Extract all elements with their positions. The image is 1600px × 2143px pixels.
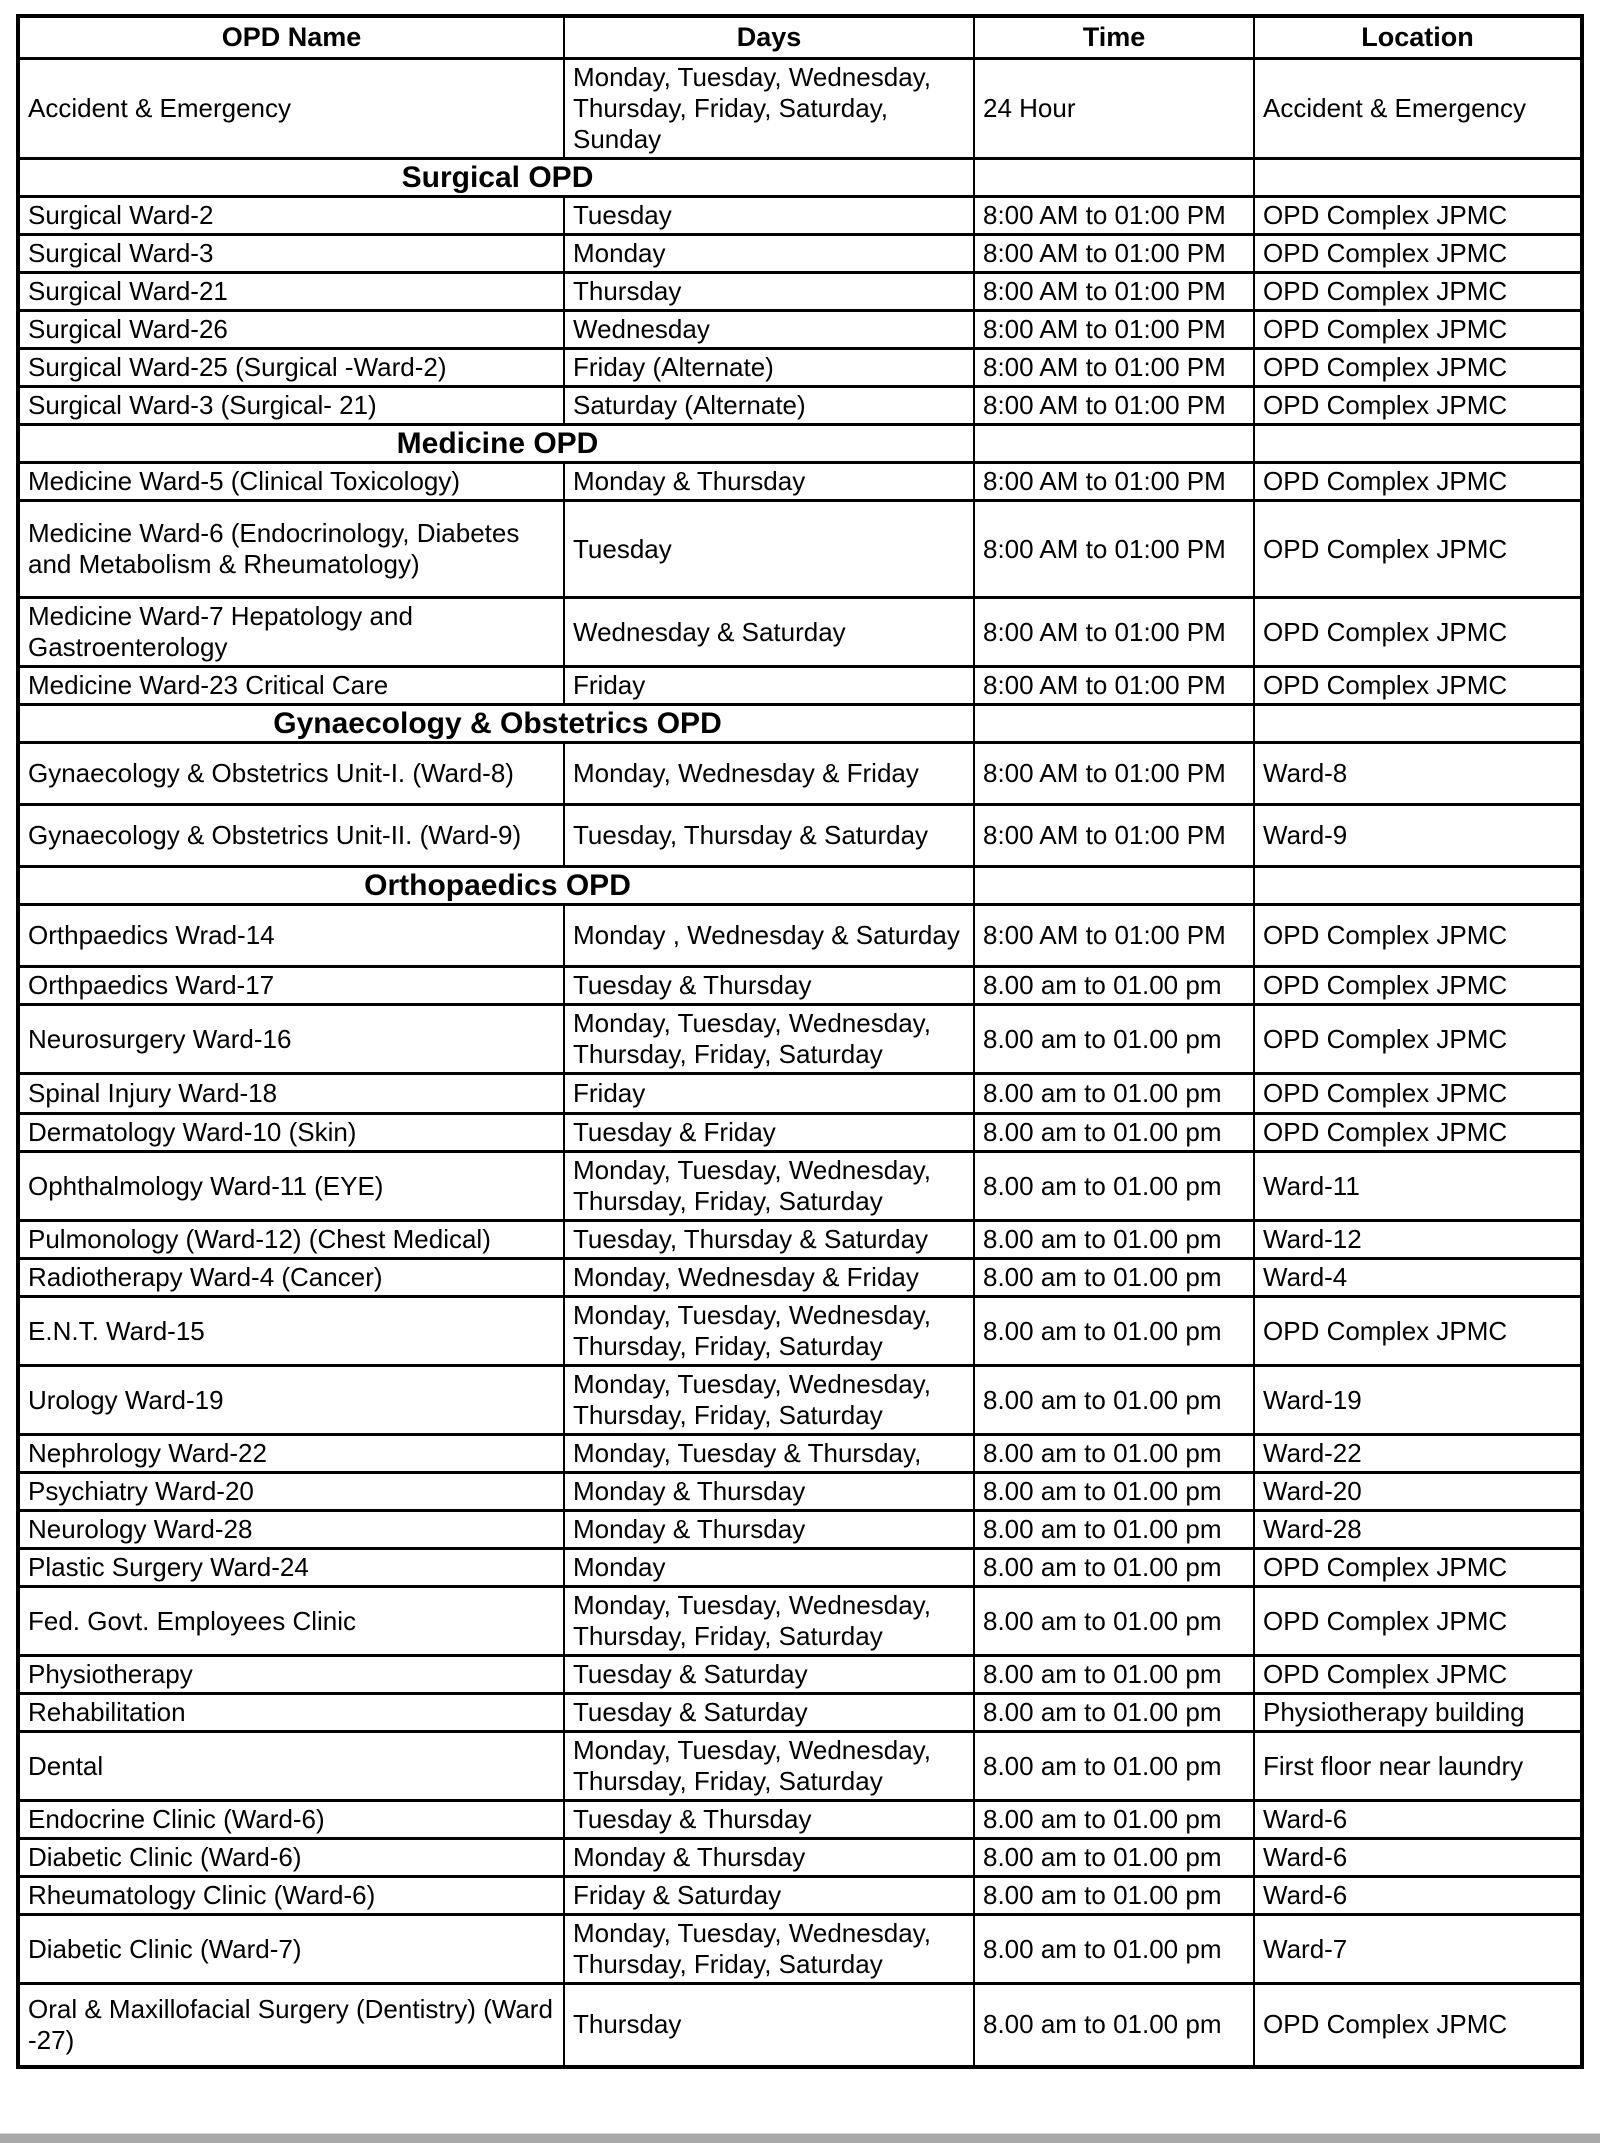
cell-opd-name: Plastic Surgery Ward-24 — [18, 1549, 564, 1587]
cell-opd-name: Rehabilitation — [18, 1694, 564, 1732]
cell-time: 8.00 am to 01.00 pm — [974, 1984, 1254, 2067]
cell-time: 8.00 am to 01.00 pm — [974, 967, 1254, 1005]
cell-location-empty — [1254, 159, 1582, 197]
cell-days: Tuesday & Saturday — [564, 1694, 974, 1732]
cell-time: 8:00 AM to 01:00 PM — [974, 805, 1254, 867]
table-row — [18, 311, 1582, 349]
table-row — [18, 1221, 1582, 1259]
cell-days: Monday, Tuesday, Wednesday, Thursday, Friday, Saturday — [564, 1915, 974, 1984]
cell-location: OPD Complex JPMC — [1254, 1656, 1582, 1694]
cell-days: Monday, Wednesday & Friday — [564, 1259, 974, 1297]
cell-location: OPD Complex JPMC — [1254, 273, 1582, 311]
cell-opd-name: E.N.T. Ward-15 — [18, 1297, 564, 1366]
cell-opd-name: Gynaecology & Obstetrics Unit-II. (Ward-9) — [18, 805, 564, 867]
cell-days: Friday (Alternate) — [564, 349, 974, 387]
cell-days: Friday — [564, 1074, 974, 1114]
cell-location: OPD Complex JPMC — [1254, 1005, 1582, 1074]
table-row — [18, 1473, 1582, 1511]
cell-time: 8.00 am to 01.00 pm — [974, 1877, 1254, 1915]
cell-time: 8.00 am to 01.00 pm — [974, 1074, 1254, 1114]
cell-days: Thursday — [564, 273, 974, 311]
cell-days: Monday, Tuesday, Wednesday, Thursday, Friday, Saturday — [564, 1005, 974, 1074]
section-title: Surgical OPD — [18, 159, 974, 197]
cell-time: 8.00 am to 01.00 pm — [974, 1221, 1254, 1259]
cell-days: Tuesday & Thursday — [564, 1801, 974, 1839]
cell-days: Tuesday — [564, 197, 974, 235]
cell-time: 8:00 AM to 01:00 PM — [974, 598, 1254, 667]
table-row — [18, 1549, 1582, 1587]
cell-days: Monday — [564, 1549, 974, 1587]
table-row — [18, 1877, 1582, 1915]
cell-location: OPD Complex JPMC — [1254, 1114, 1582, 1152]
cell-location: Ward-6 — [1254, 1839, 1582, 1877]
cell-time: 8.00 am to 01.00 pm — [974, 1511, 1254, 1549]
table-row — [18, 1656, 1582, 1694]
opd-schedule-table — [16, 14, 1584, 2069]
cell-days: Monday & Thursday — [564, 1473, 974, 1511]
cell-location: OPD Complex JPMC — [1254, 349, 1582, 387]
cell-time: 24 Hour — [974, 59, 1254, 159]
cell-location: OPD Complex JPMC — [1254, 1074, 1582, 1114]
cell-time: 8:00 AM to 01:00 PM — [974, 501, 1254, 598]
cell-opd-name: Dermatology Ward-10 (Skin) — [18, 1114, 564, 1152]
cell-days: Tuesday & Saturday — [564, 1656, 974, 1694]
cell-time: 8.00 am to 01.00 pm — [974, 1259, 1254, 1297]
cell-time: 8:00 AM to 01:00 PM — [974, 387, 1254, 425]
cell-location: Ward-20 — [1254, 1473, 1582, 1511]
cell-time-empty — [974, 425, 1254, 463]
column-header: Location — [1254, 16, 1582, 59]
table-row — [18, 501, 1582, 598]
cell-opd-name: Medicine Ward-23 Critical Care — [18, 667, 564, 705]
column-header: Time — [974, 16, 1254, 59]
cell-opd-name: Surgical Ward-3 — [18, 235, 564, 273]
cell-time: 8:00 AM to 01:00 PM — [974, 273, 1254, 311]
cell-opd-name: Surgical Ward-25 (Surgical -Ward-2) — [18, 349, 564, 387]
header-row — [18, 16, 1582, 59]
section-row — [18, 705, 1582, 743]
cell-opd-name: Surgical Ward-21 — [18, 273, 564, 311]
table-row — [18, 1114, 1582, 1152]
section-row — [18, 425, 1582, 463]
cell-opd-name: Orthpaedics Wrad-14 — [18, 905, 564, 967]
table-body — [18, 59, 1582, 2067]
cell-days: Monday, Tuesday & Thursday, — [564, 1435, 974, 1473]
cell-opd-name: Ophthalmology Ward-11 (EYE) — [18, 1152, 564, 1221]
cell-location: OPD Complex JPMC — [1254, 197, 1582, 235]
cell-location: OPD Complex JPMC — [1254, 1587, 1582, 1656]
cell-days: Friday — [564, 667, 974, 705]
table-row — [18, 1984, 1582, 2067]
cell-opd-name: Neurosurgery Ward-16 — [18, 1005, 564, 1074]
cell-days: Tuesday & Friday — [564, 1114, 974, 1152]
table-row — [18, 967, 1582, 1005]
cell-location: Ward-9 — [1254, 805, 1582, 867]
cell-location: OPD Complex JPMC — [1254, 235, 1582, 273]
column-header: OPD Name — [18, 16, 564, 59]
table-row — [18, 387, 1582, 425]
table-row — [18, 1435, 1582, 1473]
cell-location: Ward-22 — [1254, 1435, 1582, 1473]
column-header: Days — [564, 16, 974, 59]
cell-days: Monday, Tuesday, Wednesday, Thursday, Friday, Saturday — [564, 1587, 974, 1656]
cell-location: OPD Complex JPMC — [1254, 463, 1582, 501]
table-row — [18, 349, 1582, 387]
section-title: Medicine OPD — [18, 425, 974, 463]
cell-time: 8:00 AM to 01:00 PM — [974, 235, 1254, 273]
cell-days: Friday & Saturday — [564, 1877, 974, 1915]
cell-time: 8:00 AM to 01:00 PM — [974, 197, 1254, 235]
table-row — [18, 1366, 1582, 1435]
cell-opd-name: Medicine Ward-6 (Endocrinology, Diabetes and Metabolism & Rheumatology) — [18, 501, 564, 598]
table-row — [18, 235, 1582, 273]
cell-opd-name: Radiotherapy Ward-4 (Cancer) — [18, 1259, 564, 1297]
cell-time: 8.00 am to 01.00 pm — [974, 1152, 1254, 1221]
table-row — [18, 273, 1582, 311]
table-row — [18, 1732, 1582, 1801]
table-row — [18, 805, 1582, 867]
cell-opd-name: Nephrology Ward-22 — [18, 1435, 564, 1473]
table-row — [18, 1297, 1582, 1366]
cell-opd-name: Medicine Ward-7 Hepatology and Gastroenterology — [18, 598, 564, 667]
cell-location: Physiotherapy building — [1254, 1694, 1582, 1732]
table-row — [18, 1915, 1582, 1984]
cell-opd-name: Oral & Maxillofacial Surgery (Dentistry) (Ward -27) — [18, 1984, 564, 2067]
cell-opd-name: Medicine Ward-5 (Clinical Toxicology) — [18, 463, 564, 501]
section-row — [18, 867, 1582, 905]
cell-time: 8.00 am to 01.00 pm — [974, 1114, 1254, 1152]
table-row — [18, 1259, 1582, 1297]
cell-opd-name: Surgical Ward-3 (Surgical- 21) — [18, 387, 564, 425]
cell-time: 8.00 am to 01.00 pm — [974, 1005, 1254, 1074]
cell-opd-name: Psychiatry Ward-20 — [18, 1473, 564, 1511]
cell-opd-name: Neurology Ward-28 — [18, 1511, 564, 1549]
cell-time: 8.00 am to 01.00 pm — [974, 1732, 1254, 1801]
table-row — [18, 1074, 1582, 1114]
table-row — [18, 197, 1582, 235]
cell-time: 8:00 AM to 01:00 PM — [974, 667, 1254, 705]
section-title: Gynaecology & Obstetrics OPD — [18, 705, 974, 743]
cell-days: Monday, Tuesday, Wednesday, Thursday, Friday, Saturday — [564, 1366, 974, 1435]
cell-location: OPD Complex JPMC — [1254, 1984, 1582, 2067]
cell-location: OPD Complex JPMC — [1254, 387, 1582, 425]
cell-time: 8.00 am to 01.00 pm — [974, 1694, 1254, 1732]
cell-time-empty — [974, 867, 1254, 905]
cell-time: 8:00 AM to 01:00 PM — [974, 463, 1254, 501]
cell-location: Ward-11 — [1254, 1152, 1582, 1221]
cell-opd-name: Urology Ward-19 — [18, 1366, 564, 1435]
cell-days: Monday & Thursday — [564, 463, 974, 501]
cell-opd-name: Fed. Govt. Employees Clinic — [18, 1587, 564, 1656]
table-row — [18, 1587, 1582, 1656]
cell-days: Monday, Wednesday & Friday — [564, 743, 974, 805]
cell-time: 8.00 am to 01.00 pm — [974, 1801, 1254, 1839]
table-row — [18, 598, 1582, 667]
cell-days: Monday, Tuesday, Wednesday, Thursday, Friday, Saturday — [564, 1152, 974, 1221]
table-row — [18, 59, 1582, 159]
cell-location-empty — [1254, 867, 1582, 905]
cell-location: Ward-19 — [1254, 1366, 1582, 1435]
cell-days: Monday, Tuesday, Wednesday, Thursday, Friday, Saturday, Sunday — [564, 59, 974, 159]
cell-time: 8.00 am to 01.00 pm — [974, 1656, 1254, 1694]
cell-time: 8.00 am to 01.00 pm — [974, 1473, 1254, 1511]
cell-time: 8:00 AM to 01:00 PM — [974, 905, 1254, 967]
cell-opd-name: Pulmonology (Ward-12) (Chest Medical) — [18, 1221, 564, 1259]
table-row — [18, 1839, 1582, 1877]
cell-opd-name: Dental — [18, 1732, 564, 1801]
cell-location: Ward-12 — [1254, 1221, 1582, 1259]
cell-days: Monday & Thursday — [564, 1511, 974, 1549]
cell-time: 8.00 am to 01.00 pm — [974, 1839, 1254, 1877]
cell-time: 8.00 am to 01.00 pm — [974, 1587, 1254, 1656]
cell-location: OPD Complex JPMC — [1254, 598, 1582, 667]
cell-time-empty — [974, 159, 1254, 197]
cell-opd-name: Surgical Ward-26 — [18, 311, 564, 349]
cell-opd-name: Surgical Ward-2 — [18, 197, 564, 235]
cell-location-empty — [1254, 705, 1582, 743]
cell-opd-name: Diabetic Clinic (Ward-6) — [18, 1839, 564, 1877]
cell-location: OPD Complex JPMC — [1254, 1549, 1582, 1587]
cell-time: 8:00 AM to 01:00 PM — [974, 311, 1254, 349]
cell-days: Thursday — [564, 1984, 974, 2067]
cell-opd-name: Gynaecology & Obstetrics Unit-I. (Ward-8) — [18, 743, 564, 805]
cell-location: OPD Complex JPMC — [1254, 967, 1582, 1005]
page-bottom-edge-shadow — [0, 2133, 1600, 2143]
cell-time: 8.00 am to 01.00 pm — [974, 1297, 1254, 1366]
cell-time: 8:00 AM to 01:00 PM — [974, 743, 1254, 805]
cell-location: OPD Complex JPMC — [1254, 501, 1582, 598]
cell-location: Ward-8 — [1254, 743, 1582, 805]
cell-opd-name: Accident & Emergency — [18, 59, 564, 159]
section-row — [18, 159, 1582, 197]
table-row — [18, 1511, 1582, 1549]
cell-days: Monday & Thursday — [564, 1839, 974, 1877]
table-row — [18, 1694, 1582, 1732]
cell-location: Ward-6 — [1254, 1801, 1582, 1839]
cell-time: 8.00 am to 01.00 pm — [974, 1366, 1254, 1435]
cell-days: Tuesday — [564, 501, 974, 598]
cell-location: Ward-4 — [1254, 1259, 1582, 1297]
cell-days: Monday, Tuesday, Wednesday, Thursday, Friday, Saturday — [564, 1732, 974, 1801]
cell-days: Monday , Wednesday & Saturday — [564, 905, 974, 967]
cell-days: Wednesday & Saturday — [564, 598, 974, 667]
cell-opd-name: Physiotherapy — [18, 1656, 564, 1694]
cell-location: Ward-28 — [1254, 1511, 1582, 1549]
cell-opd-name: Rheumatology Clinic (Ward-6) — [18, 1877, 564, 1915]
section-title: Orthopaedics OPD — [18, 867, 974, 905]
cell-time: 8.00 am to 01.00 pm — [974, 1549, 1254, 1587]
cell-days: Wednesday — [564, 311, 974, 349]
table-row — [18, 905, 1582, 967]
table-row — [18, 667, 1582, 705]
cell-opd-name: Orthpaedics Ward-17 — [18, 967, 564, 1005]
table-row — [18, 1005, 1582, 1074]
table-row — [18, 463, 1582, 501]
cell-days: Monday, Tuesday, Wednesday, Thursday, Friday, Saturday — [564, 1297, 974, 1366]
cell-days: Tuesday, Thursday & Saturday — [564, 805, 974, 867]
table-row — [18, 1801, 1582, 1839]
cell-time-empty — [974, 705, 1254, 743]
cell-location: OPD Complex JPMC — [1254, 905, 1582, 967]
cell-location-empty — [1254, 425, 1582, 463]
cell-time: 8.00 am to 01.00 pm — [974, 1435, 1254, 1473]
cell-opd-name: Diabetic Clinic (Ward-7) — [18, 1915, 564, 1984]
cell-location: First floor near laundry — [1254, 1732, 1582, 1801]
cell-time: 8:00 AM to 01:00 PM — [974, 349, 1254, 387]
cell-location: Ward-7 — [1254, 1915, 1582, 1984]
cell-location: Ward-6 — [1254, 1877, 1582, 1915]
cell-days: Tuesday, Thursday & Saturday — [564, 1221, 974, 1259]
cell-time: 8.00 am to 01.00 pm — [974, 1915, 1254, 1984]
cell-opd-name: Spinal Injury Ward-18 — [18, 1074, 564, 1114]
cell-days: Tuesday & Thursday — [564, 967, 974, 1005]
table-row — [18, 1152, 1582, 1221]
cell-days: Saturday (Alternate) — [564, 387, 974, 425]
cell-location: Accident & Emergency — [1254, 59, 1582, 159]
table-row — [18, 743, 1582, 805]
cell-opd-name: Endocrine Clinic (Ward-6) — [18, 1801, 564, 1839]
cell-location: OPD Complex JPMC — [1254, 1297, 1582, 1366]
cell-days: Monday — [564, 235, 974, 273]
cell-location: OPD Complex JPMC — [1254, 667, 1582, 705]
cell-location: OPD Complex JPMC — [1254, 311, 1582, 349]
